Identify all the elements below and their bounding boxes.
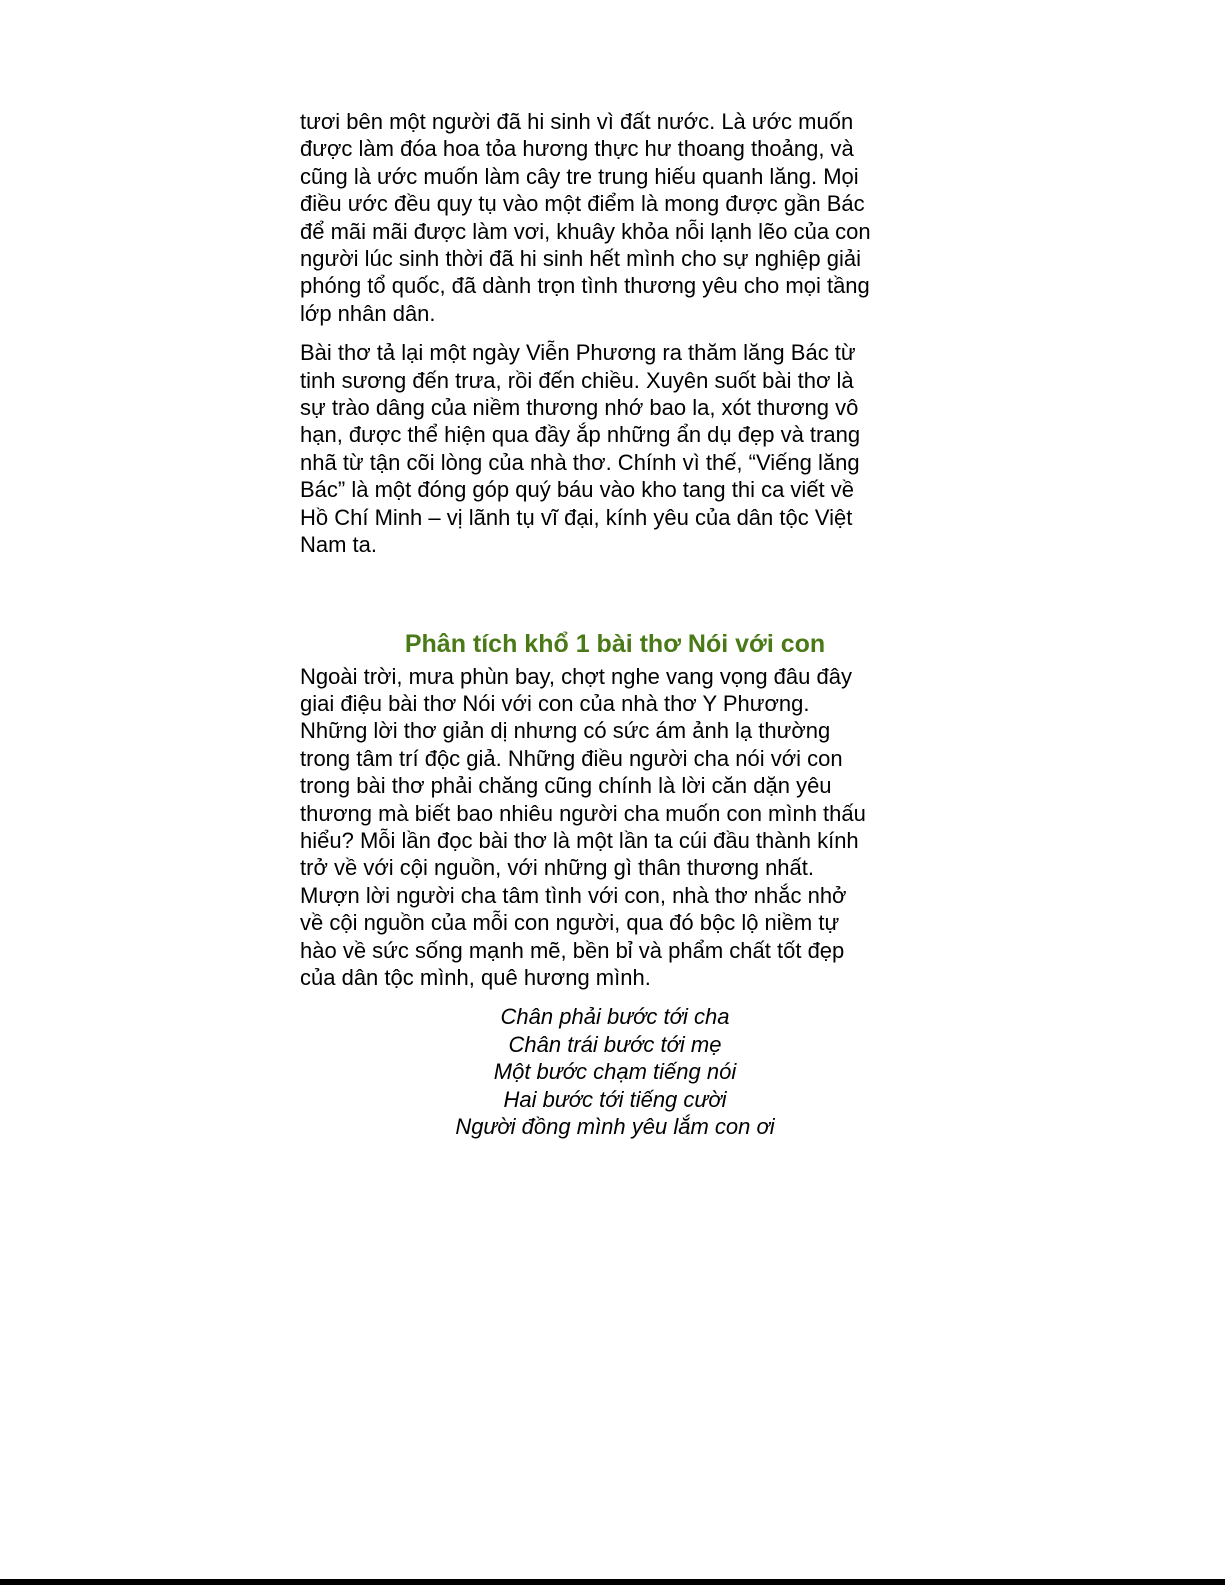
paragraph-analysis: Ngoài trời, mưa phùn bay, chợt nghe vang vọng đâu đây giai điệu bài thơ Nói với con của nhà thơ Y Phương. Những lời thơ giản dị nhưng có sức ám ảnh lạ thường trong tâm trí độc giả. Những điều người cha nói với con trong bài thơ phải chăng cũng chính là lời căn dặn yêu thương mà biết bao nhiêu người cha muốn con mình thấu hiểu? Mỗi lần đọc bài thơ là một lần ta cúi đầu thành kính trở về với cội nguồn, với những gì thân thương nhất. Mượn lời người cha tâm tình với con, nhà thơ nhắc nhở về cội nguồn của mỗi con người, qua đó bộc lộ niềm tự hào về sức sống mạnh mẽ, bền bỉ và phẩm chất tốt đẹp của dân tộc mình, quê hương mình.	[300, 663, 866, 990]
page-bottom-border	[0, 1579, 1225, 1585]
paragraph-summary: Bài thơ tả lại một ngày Viễn Phương ra thăm lăng Bác từ tinh sương đến trưa, rồi đến chiều. Xuyên suốt bài thơ là sự trào dâng của niềm thương nhớ bao la, xót thương vô hạn, được thể hiện qua đầy ắp những ẩn dụ đẹp và trang nhã từ tận cõi lòng của nhà thơ. Chính vì thế, “Viếng lăng Bác” là một đóng góp quý báu vào kho tang thi ca viết về Hồ Chí Minh – vị lãnh tụ vĩ đại, kính yêu của dân tộc Việt Nam ta.	[300, 340, 861, 558]
poem-line: Một bước chạm tiếng nói	[493, 1059, 737, 1085]
poem-stanza	[300, 1003, 930, 1140]
poem-line: Hai bước tới tiếng cười	[503, 1086, 727, 1112]
poem-line: Chân trái bước tới mẹ	[508, 1031, 722, 1057]
poem-line: Người đồng mình yêu lắm con ơi	[455, 1114, 775, 1139]
paragraph-intro: tươi bên một người đã hi sinh vì đất nước. Là ước muốn được làm đóa hoa tỏa hương thực hư thoang thoảng, và cũng là ước muốn làm cây tre trung hiếu quanh lăng. Mọi điều ước đều quy tụ vào một điểm là mong được gần Bác để mãi mãi được làm vơi, khuây khỏa nỗi lạnh lẽo của con người lúc sinh thời đã hi sinh hết mình cho sự nghiệp giải phóng tổ quốc, đã dành trọn tình thương yêu cho mọi tầng lớp nhân dân.	[300, 109, 871, 326]
poem-line: Chân phải bước tới cha	[500, 1004, 730, 1030]
section-heading: Phân tích khổ 1 bài thơ Nói với con	[404, 629, 826, 658]
document-body	[300, 108, 930, 1140]
